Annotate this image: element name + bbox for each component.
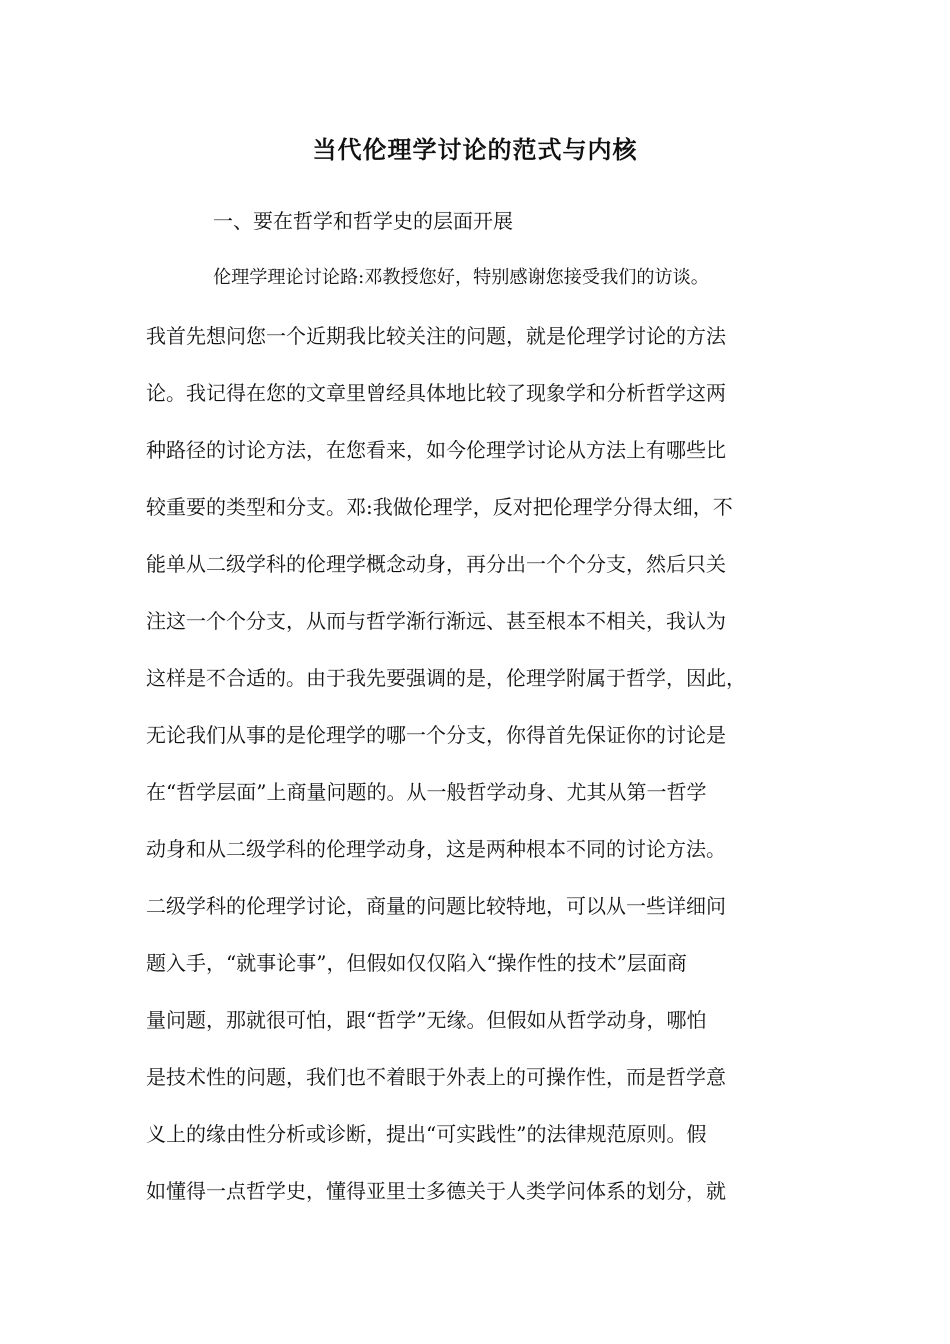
paragraph-line: 无论我们从事的是伦理学的哪一个分支，你得首先保证你的讨论是 (146, 723, 726, 747)
paragraph-line: 在“哲学层面”上商量问题的。从一般哲学动身、尤其从第一哲学 (146, 780, 707, 804)
paragraph-line: 题入手，“就事论事”，但假如仅仅陷入“操作性的技术”层面商 (146, 951, 687, 975)
paragraph-line: 二级学科的伦理学讨论，商量的问题比较特地，可以从一些详细问 (146, 894, 726, 918)
paragraph-line: 能单从二级学科的伦理学概念动身，再分出一个个分支，然后只关 (146, 552, 726, 576)
paragraph-line: 较重要的类型和分支。邓:我做伦理学，反对把伦理学分得太细，不 (146, 495, 733, 519)
paragraph-line: 论。我记得在您的文章里曾经具体地比较了现象学和分析哲学这两 (146, 381, 726, 405)
paragraph-line: 种路径的讨论方法，在您看来，如今伦理学讨论从方法上有哪些比 (146, 438, 726, 462)
paragraph-line: 量问题，那就很可怕，跟“哲学”无缘。但假如从哲学动身，哪怕 (146, 1008, 707, 1032)
paragraph-line: 是技术性的问题，我们也不着眼于外表上的可操作性，而是哲学意 (146, 1065, 726, 1089)
paragraph-line: 动身和从二级学科的伦理学动身，这是两种根本不同的讨论方法。 (146, 837, 726, 861)
paragraph-line: 这样是不合适的。由于我先要强调的是，伦理学附属于哲学，因此， (146, 666, 746, 690)
document-title: 当代伦理学讨论的范式与内核 (312, 135, 638, 164)
paragraph-line: 如懂得一点哲学史，懂得亚里士多德关于人类学问体系的划分，就 (146, 1179, 726, 1203)
section-heading: 一、要在哲学和哲学史的层面开展 (213, 209, 513, 233)
paragraph-line: 注这一个个分支，从而与哲学渐行渐远、甚至根本不相关，我认为 (146, 609, 726, 633)
paragraph-line: 伦理学理论讨论路:邓教授您好，特别感谢您接受我们的访谈。 (213, 267, 709, 288)
paragraph-line: 义上的缘由性分析或诊断，提出“可实践性”的法律规范原则。假 (146, 1122, 707, 1146)
paragraph-line: 我首先想问您一个近期我比较关注的问题，就是伦理学讨论的方法 (146, 324, 726, 348)
